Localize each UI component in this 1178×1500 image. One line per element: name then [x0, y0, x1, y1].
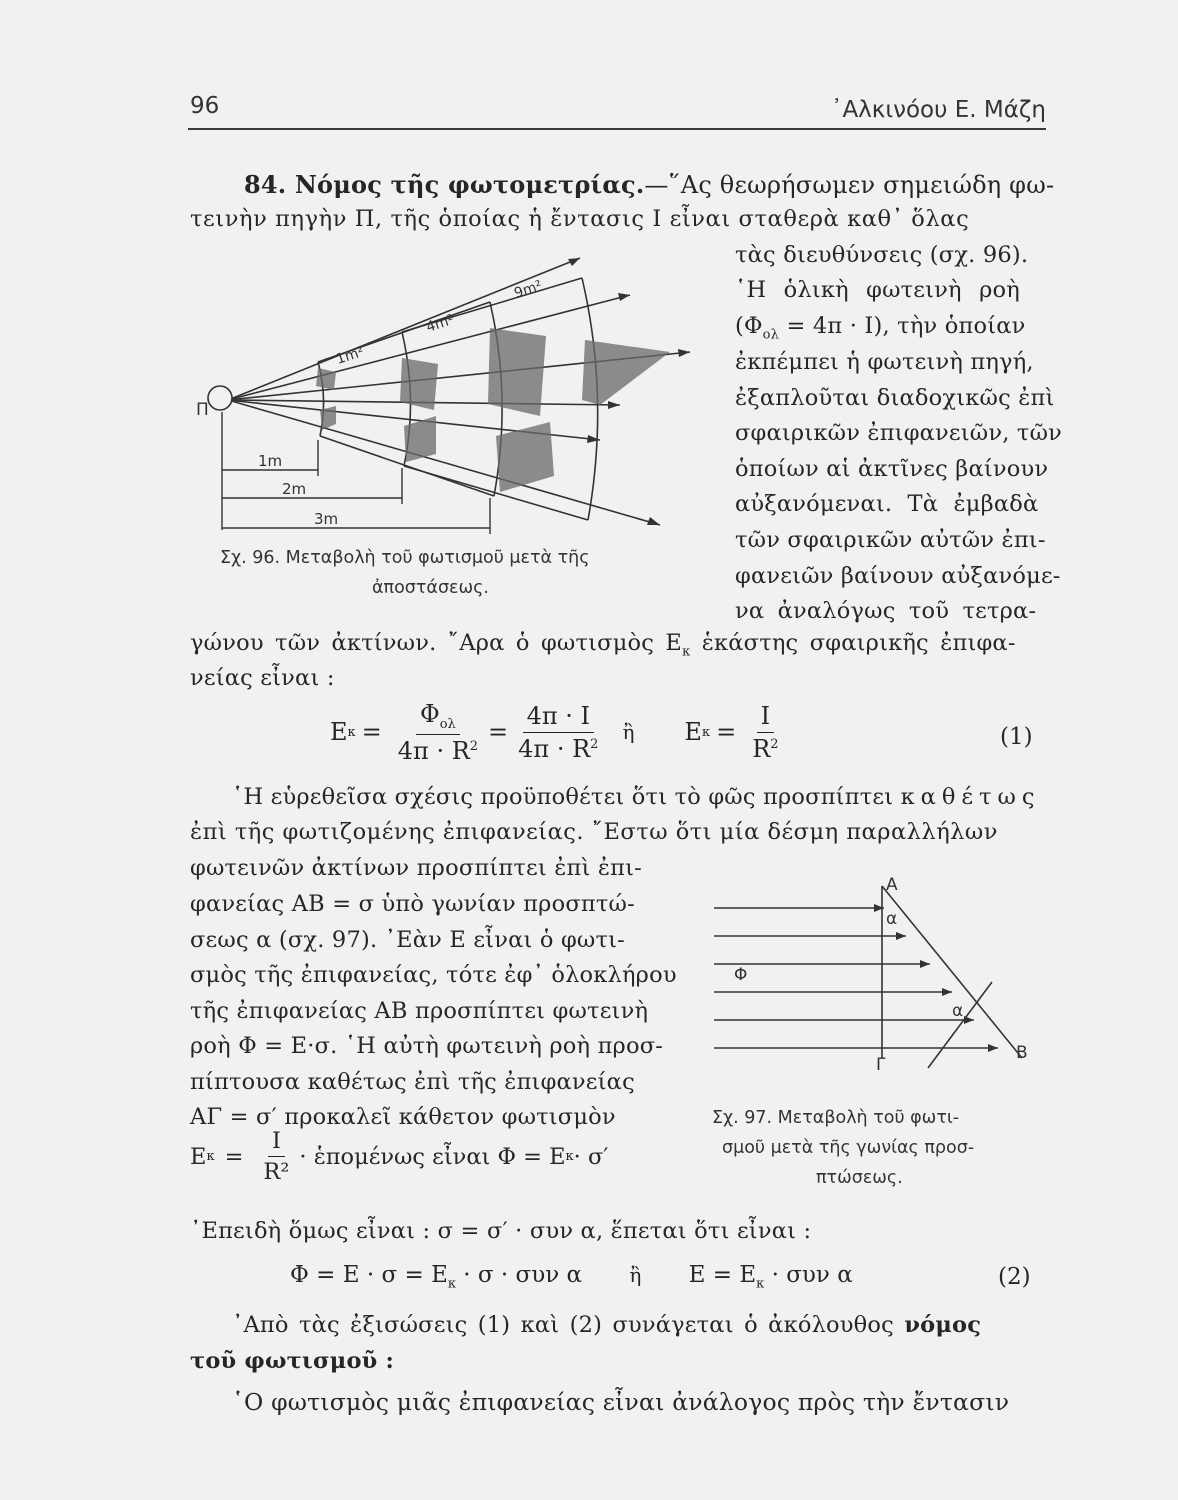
eqline-num: Ι: [268, 1128, 285, 1157]
para2-line2: ἐπὶ τῆς φωτιζομένης ἐπιφανείας. ῎Εστω ὅτι μία δέσμη παραλλήλων: [190, 819, 998, 845]
eqline-E: Ε: [190, 1143, 207, 1170]
conclusion-line2: [190, 1348, 394, 1374]
para1-last-line: νείας εἶναι :: [190, 665, 335, 691]
equation-2: [290, 1262, 853, 1292]
equation-1: [330, 700, 789, 765]
figure-97-caption-line3: πτώσεως.: [816, 1168, 903, 1188]
conclusion-text: ᾿Απὸ τὰς ἐξισώσεις (1) καὶ (2) συνάγεται ὁ ἀκόλουθος: [232, 1312, 905, 1338]
para2-wrap-6: ροὴ Φ = Ε·σ. ῾Η αὐτὴ φωτεινὴ ροὴ προσ-: [190, 1033, 664, 1059]
eq1-E: Ε: [330, 718, 348, 747]
eq2-left-sub: κ: [447, 1276, 456, 1292]
eq1-fraction-1: [394, 700, 482, 765]
law-name-part1: νόμος: [904, 1312, 982, 1338]
side-line-1: τὰς διευθύνσεις (σχ. 96).: [735, 242, 1029, 268]
para2-wrap-7: πίπτουσα καθέτως ἐπὶ τῆς ἐπιφανείας: [190, 1069, 635, 1095]
para2-line1-text: ῾Η εὑρεθεῖσα σχέσις προϋποθέτει ὅτι τὸ φῶς προσπίπτει: [232, 784, 901, 810]
para2-equation-line: [190, 1128, 608, 1185]
eqline-E-sub: κ: [206, 1149, 215, 1164]
distance-label-1m: 1m: [258, 452, 283, 470]
figure-96-caption-line1: Σχ. 96. Μεταβολὴ τοῦ φωτισμοῦ μετὰ τῆς: [220, 548, 590, 568]
eq1-f2-num: 4π · Ι: [523, 702, 594, 733]
flux-symbol: (Φ: [735, 313, 763, 339]
running-title: ᾿Αλκινόου Ε. Μάζη: [830, 97, 1046, 123]
eq1-f1-den: 4π · R: [397, 736, 470, 765]
para2-line1: [232, 784, 1040, 810]
eq2-or: ἢ: [629, 1263, 642, 1287]
label-B: Β: [1016, 1043, 1028, 1063]
side-line-6: σφαιρικῶν ἐπιφανειῶν, τῶν: [735, 420, 1063, 446]
eq1-equals-1: =: [361, 718, 382, 747]
illuminance-tail: ἑκάστης σφαιρικῆς ἐπιφα-: [690, 630, 1016, 656]
eq1-equals-3: =: [716, 718, 737, 747]
eq1-equals-2: =: [488, 718, 509, 747]
eq1-f1-sq: 2: [469, 738, 479, 754]
flux-subscript: ολ: [762, 327, 780, 343]
illuminance-text: γώνου τῶν ἀκτίνων. ῎Αρα ὁ φωτισμὸς Ε: [190, 630, 683, 656]
side-line-3: [735, 313, 1026, 343]
area-label-4: 4m²: [424, 311, 457, 336]
eq1-E-sub: κ: [347, 724, 356, 740]
side-line-5: ἐξαπλοῦται διαδοχικῶς ἐπὶ: [735, 385, 1055, 411]
page-number: 96: [190, 93, 220, 119]
flux-tail: = 4π · Ι), τὴν ὁποίαν: [779, 313, 1026, 339]
law-name-part2: τοῦ φωτισμοῦ :: [190, 1348, 395, 1374]
conclusion-line1: [232, 1312, 981, 1338]
eq2-left: Φ = Ε · σ = Ε: [290, 1262, 448, 1288]
eq2-right: Ε = Ε: [688, 1262, 757, 1288]
figure-97: [706, 872, 1046, 1072]
side-line-8: αὐξανόμεναι. Τὰ ἐμβαδὰ: [735, 491, 1039, 517]
eqline-tail-sub: κ: [565, 1149, 574, 1164]
eq1-f2-den: 4π · R: [518, 734, 591, 763]
intro-text: —῞Ας θεωρήσωμεν σημειώδη φω-: [644, 171, 1055, 199]
distance-label-3m: 3m: [314, 510, 339, 528]
source-label: Π: [196, 400, 209, 420]
figure-96: [190, 240, 700, 540]
para1-after-line: [190, 630, 1016, 660]
eq1-E-right-sub: κ: [701, 724, 711, 740]
eq2-right-tail: · συν α: [764, 1262, 853, 1288]
eq1-fraction-3: [748, 702, 782, 763]
label-A: Α: [886, 875, 898, 895]
para2-wrap-5: τῆς ἐπιφανείας ΑΒ προσπίπτει φωτεινὴ: [190, 998, 649, 1024]
eq1-f1-num-sub: ολ: [439, 716, 456, 732]
section-title: 84. Νόμος τῆς φωτομετρίας.: [244, 170, 645, 199]
eq1-f2-sq: 2: [590, 736, 599, 752]
area-label-9: 9m²: [512, 277, 545, 302]
side-line-10: φανειῶν βαίνουν αὐξανόμε-: [735, 563, 1061, 589]
label-alpha-top: α: [886, 909, 898, 929]
para2-wrap-2: φανείας ΑΒ = σ ὑπὸ γωνίαν προσπτώ-: [190, 891, 635, 917]
illuminance-sub: κ: [682, 644, 691, 660]
label-phi: Φ: [734, 965, 748, 985]
eqline-equals: =: [224, 1143, 244, 1170]
side-line-7: ὁποίων αἱ ἀκτῖνες βαίνουν: [735, 456, 1049, 482]
side-line-11: να ἀναλόγως τοῦ τετρα-: [735, 598, 1037, 624]
para2-emphasis: καθέτως: [900, 784, 1041, 810]
eq1-f3-den: R: [752, 734, 771, 763]
eq1-f1-num: Φ: [420, 700, 440, 728]
figure-96-caption-line2: ἀποστάσεως.: [372, 578, 489, 598]
eqline-den: R²: [263, 1159, 290, 1185]
eq1-E-right: Ε: [684, 718, 702, 747]
eqline-tail: · ἑπομένως εἶναι Φ = Ε: [299, 1143, 566, 1170]
eq2-left-tail: · σ · συν α: [455, 1262, 583, 1288]
equation-1-number: (1): [1000, 724, 1033, 750]
equation-2-number: (2): [998, 1264, 1031, 1290]
eqline-fraction: [259, 1128, 293, 1185]
para2-wrap-1: φωτεινῶν ἀκτίνων προσπίπτει ἐπὶ ἐπι-: [190, 855, 642, 881]
header-rule: [188, 128, 1046, 130]
label-alpha-right: α: [952, 1001, 964, 1021]
label-G: Γ: [876, 1055, 886, 1072]
figure-97-caption-line1: Σχ. 97. Μεταβολὴ τοῦ φωτι-: [712, 1108, 960, 1128]
figure-97-caption-line2: σμοῦ μετὰ τῆς γωνίας προσ-: [722, 1138, 975, 1158]
para1-line2: τεινὴν πηγὴν Π, τῆς ὁποίας ἡ ἔντασις Ι εἶναι σταθερὰ καθ᾿ ὅλας: [190, 206, 970, 232]
eq1-or: ἢ: [622, 720, 635, 745]
para2-wrap-8: ΑΓ = σ′ προκαλεῖ κάθετον φωτισμὸν: [190, 1104, 616, 1130]
para2-wrap-3: σεως α (σχ. 97). ᾿Εὰν Ε εἶναι ὁ φωτι-: [190, 927, 625, 953]
section-heading-line: [244, 170, 1054, 199]
side-line-9: τῶν σφαιρικῶν αὐτῶν ἐπι-: [735, 527, 1046, 553]
distance-label-2m: 2m: [282, 480, 307, 498]
eq1-fraction-2: [514, 702, 602, 763]
eqline-tail-end: · σ′: [573, 1143, 609, 1170]
eq1-f3-num: Ι: [757, 702, 774, 733]
para2-wrap-4: σμὸς τῆς ἐπιφανείας, τότε ἐφ᾿ ὁλοκλήρου: [190, 962, 677, 988]
side-line-2: ῾Η ὁλικὴ φωτεινὴ ροὴ: [735, 277, 1020, 303]
area-label-1: 1m²: [334, 343, 367, 368]
eq2-right-sub: κ: [756, 1276, 765, 1292]
side-line-4: ἐκπέμπει ἡ φωτεινὴ πηγή,: [735, 349, 1034, 375]
conclusion-line3: ῾Ο φωτισμὸς μιᾶς ἐπιφανείας εἶναι ἀνάλογος πρὸς τὴν ἔντασιν: [232, 1388, 1010, 1416]
since-line: ᾿Επειδὴ ὅμως εἶναι : σ = σ′ · συν α, ἕπεται ὅτι εἶναι :: [190, 1218, 812, 1244]
eq1-f3-sq: 2: [770, 736, 779, 752]
